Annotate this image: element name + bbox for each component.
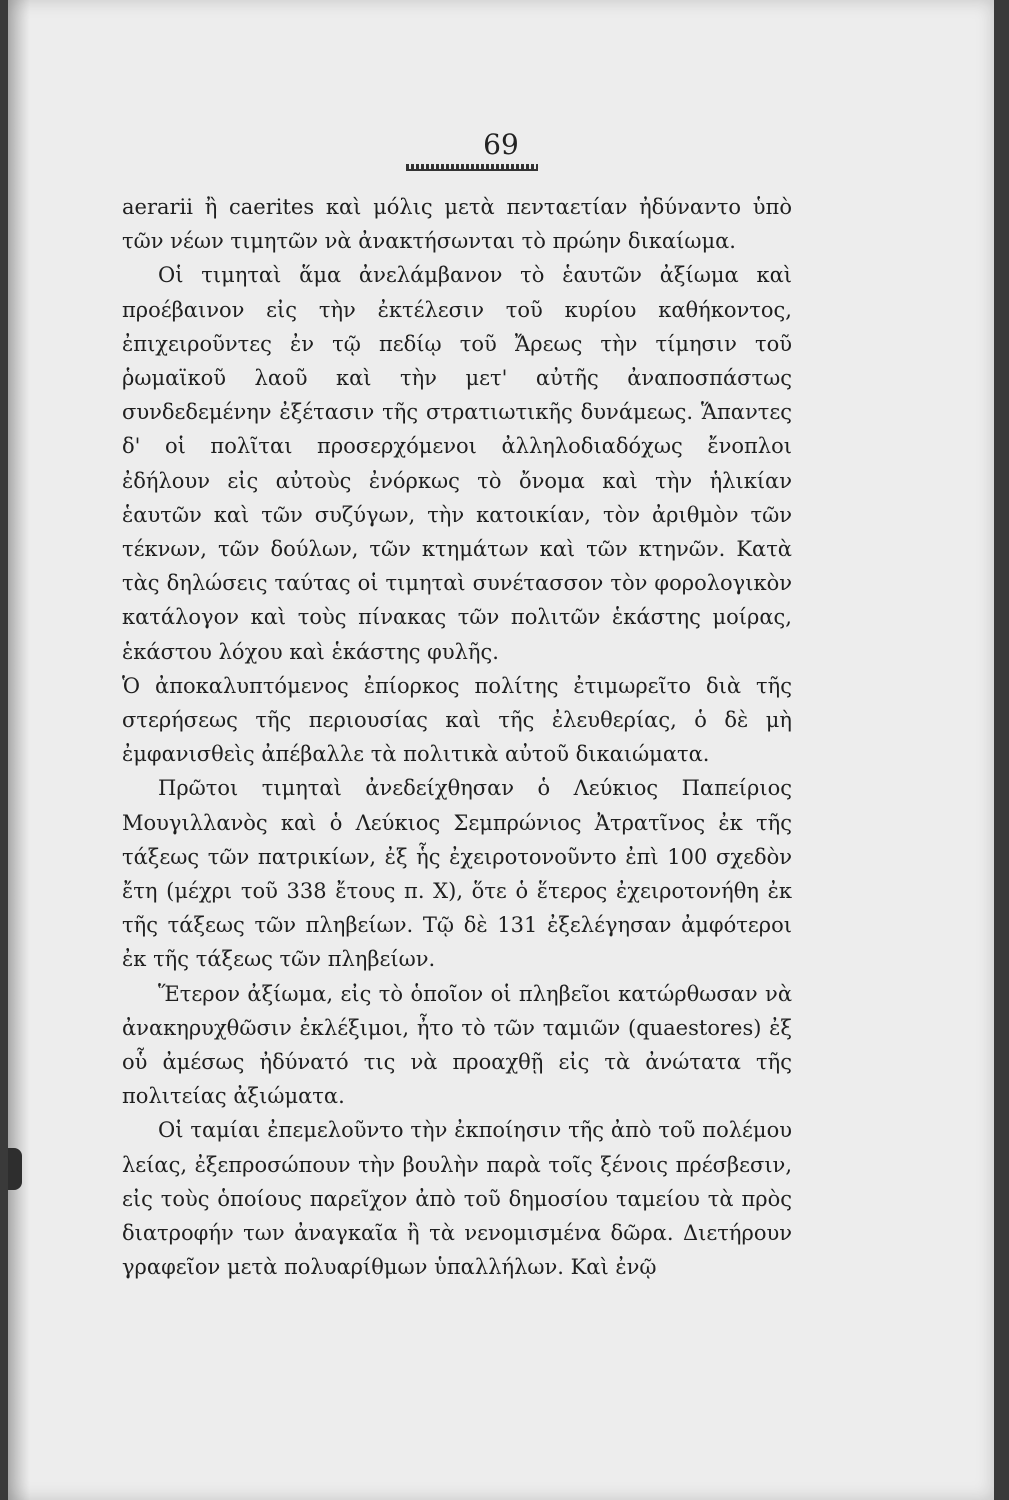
ornamental-rule [406, 164, 538, 171]
book-page [8, 0, 994, 1500]
body-text [122, 190, 792, 1285]
binding-hole [8, 1148, 22, 1190]
paragraph: Πρῶτοι τιμηταὶ ἀνεδείχθησαν ὁ Λεύκιος Παπείριος Μουγιλλανὸς καὶ ὁ Λεύκιος Σεμπρώνιος Ἀτρατῖνος ἐκ τῆς τάξεως τῶν πατρικίων, ἐξ ἧς ἐχειροτονοῦντο ἐπὶ 100 σχεδὸν ἔτη (μέχρι τοῦ 338 ἔτους π. Χ), ὅτε ὁ ἕτερος ἐχειροτονήθη ἐκ τῆς τάξεως τῶν πληβείων. Τῷ δὲ 131 ἐξελέγησαν ἀμφότεροι ἐκ τῆς τάξεως τῶν πληβείων. [122, 776, 792, 972]
paragraph: Οἱ τιμηταὶ ἅμα ἀνελάμβανον τὸ ἑαυτῶν ἀξίωμα καὶ προέβαινον εἰς τὴν ἐκτέλεσιν τοῦ κυρίου καθήκοντος, ἐπιχειροῦντες ἐν τῷ πεδίῳ τοῦ Ἄρεως τὴν τίμησιν τοῦ ῥωμαϊκοῦ λαοῦ καὶ τὴν μετ' αὐτῆς ἀναποσπάστως συνδεδεμένην ἐξέτασιν τῆς στρατιωτικῆς δυνάμεως. Ἅπαντες δ' οἱ πολῖται προσερχόμενοι ἀλληλοδιαδόχως ἔνοπλοι ἐδήλουν εἰς αὐτοὺς ἐνόρκως τὸ ὄνομα καὶ τὴν ἡλικίαν ἑαυτῶν καὶ τῶν συζύγων, τὴν κατοικίαν, τὸν ἀριθμὸν τῶν τέκνων, τῶν δούλων, τῶν κτημάτων καὶ τῶν κτηνῶν. Κατὰ τὰς δηλώσεις ταύτας οἱ τιμηταὶ συνέτασσον τὸν φορολογικὸν κατάλογον καὶ τοὺς πίνακας τῶν πολιτῶν ἑκάστης μοίρας, ἑκάστου λόχου καὶ ἑκάστης φυλῆς. [122, 263, 792, 664]
paragraph: Οἱ ταμίαι ἐπεμελοῦντο τὴν ἐκποίησιν τῆς ἀπὸ τοῦ πολέμου λείας, ἐξεπροσώπουν τὴν βουλὴν παρὰ τοῖς ξένοις πρέσβεσιν, εἰς τοὺς ὁποίους παρεῖχον ἀπὸ τοῦ δημοσίου ταμείου τὰ πρὸς διατροφήν των ἀναγκαῖα ἢ τὰ νενομισμένα δῶρα. Διετήρουν γραφεῖον μετὰ πολυαρίθμων ὑπαλλήλων. Καὶ ἐνῷ [122, 1118, 792, 1280]
paragraph: aerarii ἢ caerites καὶ μόλις μετὰ πενταετίαν ἠδύναντο ὑπὸ τῶν νέων τιμητῶν νὰ ἀνακτήσωνται τὸ πρώην δικαίωμα. [122, 195, 792, 254]
paragraph: Ἕτερον ἀξίωμα, εἰς τὸ ὁποῖον οἱ πληβεῖοι κατώρθωσαν νὰ ἀνακηρυχθῶσιν ἐκλέξιμοι, ἦτο τὸ τῶν ταμιῶν (quaestores) ἐξ οὗ ἀμέσως ἠδύνατό τις νὰ προαχθῇ εἰς τὰ ἀνώτατα τῆς πολιτείας ἀξιώματα. [122, 981, 792, 1109]
page-edge-shadow [8, 0, 30, 1500]
page-number: 69 [483, 128, 519, 161]
paragraph: Ὁ ἀποκαλυπτόμενος ἐπίορκος πολίτης ἐτιμωρεῖτο διὰ τῆς στερήσεως τῆς περιουσίας καὶ τῆς ἐλευθερίας, ὁ δὲ μὴ ἐμφανισθεὶς ἀπέβαλλε τὰ πολιτικὰ αὐτοῦ δικαιώματα. [122, 673, 792, 767]
